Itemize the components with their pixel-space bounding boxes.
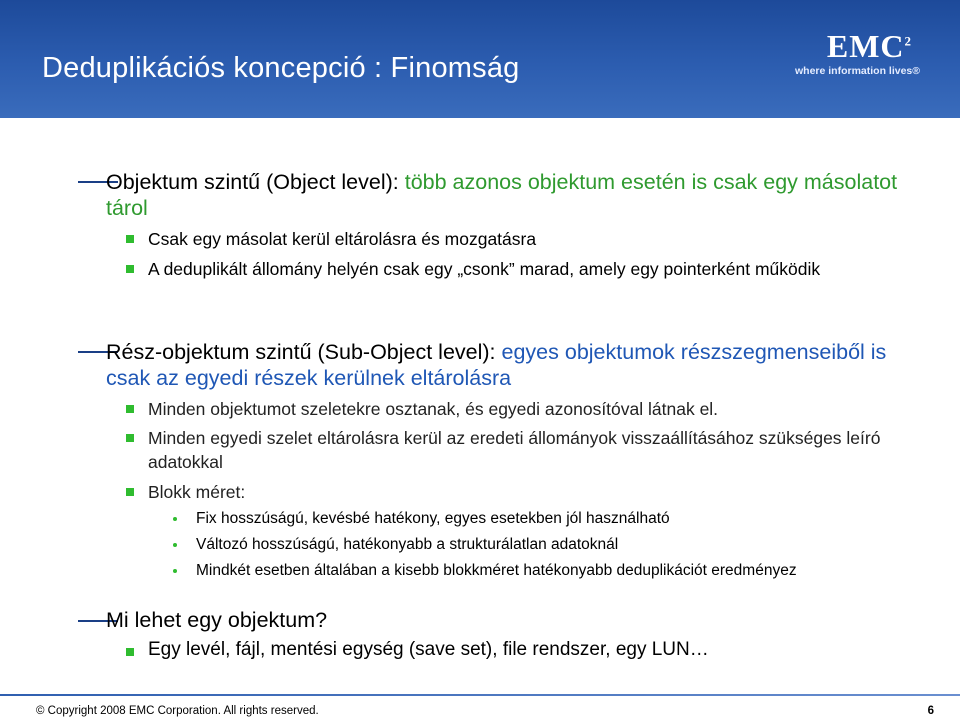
subpoint-block-size: Blokk méret: [148, 482, 246, 502]
point-sub-object-level [106, 339, 926, 391]
square-bullet-icon [126, 488, 134, 496]
logo-tagline: where information lives® [794, 65, 920, 77]
logo-mark: EMC$^2$ [826, 28, 912, 64]
dot-bullet-icon [173, 543, 177, 547]
point-object-level [106, 169, 926, 221]
block-size-item: Mindkét esetben általában a kisebb blokkméret hatékonyabb deduplikációt eredményez [196, 562, 797, 579]
subpoint: Minden egyedi szelet eltárolásra kerül az eredeti állományok visszaállításához szükséges leíró adatokkal [148, 428, 881, 472]
point-label: Rész-objektum szintű (Sub-Object level): [106, 340, 502, 364]
square-bullet-icon [126, 434, 134, 442]
subpoint: A deduplikált állomány helyén csak egy „csonk” marad, amely egy pointerként működik [148, 259, 821, 279]
point-description: egyes objektumok részszegmenseiből is csak az egyedi részek kerülnek eltárolásra [106, 340, 887, 390]
point-label: Objektum szintű (Object level): [106, 170, 405, 194]
point-what-is-object: Mi lehet egy objektum? [106, 608, 328, 632]
copyright-notice: © Copyright 2008 EMC Corporation. All rights reserved. [36, 705, 319, 717]
footer-divider [0, 694, 960, 696]
dot-bullet-icon [173, 517, 177, 521]
page-number: 6 [927, 705, 934, 717]
block-size-item: Változó hosszúságú, hatékonyabb a strukturálatlan adatoknál [196, 536, 619, 553]
square-bullet-icon [126, 235, 134, 243]
square-bullet-icon [126, 265, 134, 273]
subpoint: Egy levél, fájl, mentési egység (save set), file rendszer, egy LUN… [148, 639, 709, 660]
square-bullet-icon [126, 405, 134, 413]
square-bullet-icon [126, 648, 134, 656]
point-description: több azonos objektum esetén is csak egy másolatot tárol [106, 170, 898, 220]
subpoint: Minden objektumot szeletekre osztanak, és egyedi azonosítóval látnak el. [148, 399, 719, 419]
block-size-item: Fix hosszúságú, kevésbé hatékony, egyes esetekben jól használható [196, 510, 670, 527]
slide-title: Deduplikációs koncepció : Finomság [42, 52, 520, 84]
dot-bullet-icon [173, 569, 177, 573]
subpoint: Csak egy másolat kerül eltárolásra és mozgatásra [148, 229, 537, 249]
